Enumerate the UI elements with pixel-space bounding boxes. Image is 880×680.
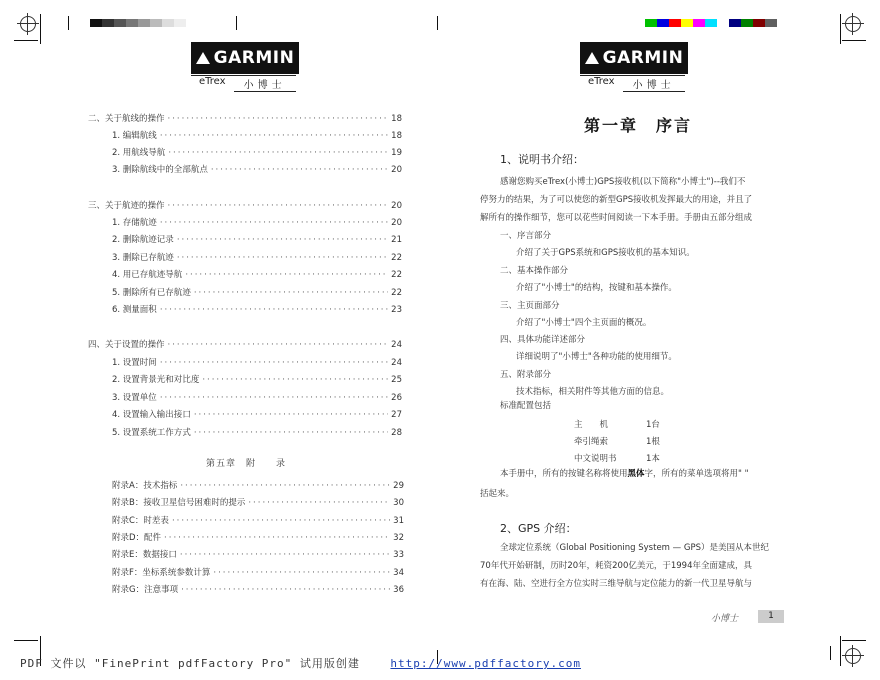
section-title: 2、GPS 介绍： bbox=[500, 522, 577, 535]
toc-label: 5. 设置系统工作方式 bbox=[112, 428, 191, 438]
note-line-2: 括起来。 bbox=[480, 489, 515, 499]
crop-mark bbox=[437, 16, 438, 30]
part-description: 介绍了"小博士"的结构，按键和基本操作。 bbox=[516, 282, 677, 293]
toc-leader bbox=[160, 218, 388, 228]
toc-entry bbox=[112, 426, 402, 438]
appendix-entry bbox=[112, 566, 404, 578]
bar-swatch bbox=[645, 19, 657, 27]
toc-label: 2. 删除航迹记录 bbox=[112, 235, 174, 245]
garmin-logo bbox=[191, 42, 299, 74]
garmin-triangle-icon bbox=[196, 52, 210, 64]
toc-entry bbox=[112, 303, 402, 315]
toc-label: 附录D：配件 bbox=[112, 532, 162, 543]
toc-label: 附录A：技术指标 bbox=[112, 481, 178, 491]
toc-page: 31 bbox=[393, 515, 404, 526]
watermark-link[interactable]: http://www.pdffactory.com bbox=[390, 657, 581, 670]
toc-leader bbox=[160, 305, 388, 315]
note-bold-text: 黑体 bbox=[627, 469, 645, 479]
bar-swatch bbox=[150, 19, 162, 27]
toc-page: 29 bbox=[393, 481, 404, 491]
config-item-name: 中文说明书 bbox=[574, 454, 617, 464]
appendix-chapter-title: 第五章 附 录 bbox=[206, 459, 287, 469]
crop-mark bbox=[840, 14, 841, 44]
bar-swatch bbox=[102, 19, 114, 27]
logo-text: GARMIN bbox=[602, 48, 684, 68]
toc-label: 附录E：数据接口 bbox=[112, 550, 177, 561]
toc-page: 23 bbox=[391, 305, 402, 315]
toc-leader bbox=[194, 410, 388, 420]
toc-label: 1. 编辑航线 bbox=[112, 131, 157, 141]
toc-leader bbox=[202, 375, 388, 385]
registration-mark-top-left bbox=[20, 16, 36, 32]
toc-entry bbox=[112, 129, 402, 141]
section-title: 1、说明书介绍： bbox=[500, 153, 584, 166]
standard-config-label: 标准配置包括 bbox=[500, 401, 552, 411]
bar-swatch bbox=[693, 19, 705, 27]
toc-leader bbox=[172, 516, 390, 526]
toc-entry bbox=[112, 408, 402, 420]
crop-mark bbox=[840, 636, 841, 666]
bar-swatch bbox=[126, 19, 138, 27]
footer-signature: 小博士 bbox=[711, 614, 739, 624]
toc-label: 4. 用已存航迹导航 bbox=[112, 270, 183, 280]
part-heading: 三、主页面部分 bbox=[500, 300, 560, 311]
toc-entry bbox=[112, 356, 402, 368]
toc-page: 20 bbox=[391, 165, 402, 175]
note-text: 本手册中，所有的按键名称将使用 bbox=[500, 469, 628, 479]
toc-page: 25 bbox=[391, 375, 402, 385]
bar-swatch bbox=[138, 19, 150, 27]
watermark-text: PDF 文件以 "FinePrint pdfFactory Pro" 试用版创建 bbox=[20, 657, 360, 670]
crop-mark bbox=[40, 14, 41, 44]
toc-entry bbox=[112, 216, 402, 228]
toc-label: 4. 设置输入输出接口 bbox=[112, 410, 191, 420]
part-heading: 四、具体功能详述部分 bbox=[500, 335, 586, 346]
toc-leader bbox=[168, 114, 389, 124]
toc-label: 5. 删除所有已存航迹 bbox=[112, 288, 191, 298]
toc-entry bbox=[112, 268, 402, 280]
part-heading: 一、序言部分 bbox=[500, 231, 552, 241]
bar-swatch bbox=[657, 19, 669, 27]
toc-label: 附录F：坐标系统参数计算 bbox=[112, 567, 211, 578]
config-item-name: 牵引绳索 bbox=[574, 437, 609, 447]
bar-swatch bbox=[753, 19, 765, 27]
toc-leader bbox=[177, 235, 388, 245]
crop-mark bbox=[830, 646, 831, 660]
logo-subtitle bbox=[580, 75, 685, 92]
toc-entry bbox=[112, 146, 402, 158]
appendix-entry bbox=[112, 548, 404, 560]
part-heading: 二、基本操作部分 bbox=[500, 265, 569, 276]
toc-leader bbox=[180, 481, 390, 491]
product-name: eTrex bbox=[191, 75, 234, 92]
toc-entry bbox=[88, 112, 402, 124]
note-line bbox=[500, 467, 749, 479]
config-item-qty: 1根 bbox=[646, 437, 660, 447]
registration-mark-bottom-right bbox=[845, 648, 861, 664]
toc-entry bbox=[112, 286, 402, 298]
toc-leader bbox=[211, 165, 388, 175]
toc-entry bbox=[112, 373, 402, 385]
toc-page: 22 bbox=[391, 270, 402, 280]
config-item-qty: 1台 bbox=[646, 420, 660, 430]
toc-label: 6. 测量面积 bbox=[112, 305, 157, 315]
toc-entry bbox=[112, 251, 402, 263]
toc-page: 20 bbox=[391, 201, 402, 211]
part-description: 介绍了"小博士"四个主页面的概况。 bbox=[516, 317, 652, 328]
toc-page: 30 bbox=[393, 498, 404, 509]
toc-entry bbox=[112, 163, 402, 175]
product-name-cn: 小博士 bbox=[234, 75, 296, 92]
bar-swatch bbox=[717, 19, 729, 27]
logo-text: GARMIN bbox=[213, 48, 295, 68]
bar-swatch bbox=[741, 19, 753, 27]
part-description: 详细说明了"小博士"各种功能的使用细节。 bbox=[516, 352, 677, 363]
appendix-entry bbox=[112, 514, 404, 526]
toc-label: 附录B：接收卫星信号困难时的提示 bbox=[112, 498, 246, 509]
toc-entry bbox=[88, 199, 402, 211]
bar-swatch bbox=[765, 19, 777, 27]
toc-page: 27 bbox=[391, 410, 402, 420]
garmin-logo bbox=[580, 42, 688, 74]
toc-page: 18 bbox=[391, 131, 402, 141]
bar-swatch bbox=[162, 19, 174, 27]
toc-label: 3. 删除航线中的全部航点 bbox=[112, 165, 208, 175]
chapter-title: 第一章 序言 bbox=[584, 116, 693, 135]
note-text: 字，所有的菜单选项将用" " bbox=[644, 469, 749, 479]
toc-entry bbox=[112, 233, 402, 245]
toc-page: 21 bbox=[391, 235, 402, 245]
toc-page: 20 bbox=[391, 218, 402, 228]
product-name-cn: 小博士 bbox=[623, 75, 685, 92]
toc-label: 三、关于航迹的操作 bbox=[88, 201, 165, 211]
bar-swatch bbox=[729, 19, 741, 27]
toc-label: 3. 删除已存航迹 bbox=[112, 253, 174, 263]
bar-swatch bbox=[174, 19, 186, 27]
toc-page: 19 bbox=[391, 148, 402, 158]
bar-swatch bbox=[114, 19, 126, 27]
toc-leader bbox=[160, 358, 388, 368]
toc-entry bbox=[88, 338, 402, 350]
bar-swatch bbox=[681, 19, 693, 27]
toc-label: 1. 设置时间 bbox=[112, 358, 157, 368]
page-number: 1 bbox=[758, 610, 784, 623]
part-description: 介绍了关于GPS系统和GPS接收机的基本知识。 bbox=[516, 248, 695, 258]
toc-label: 二、关于航线的操作 bbox=[88, 114, 165, 124]
crop-mark bbox=[68, 16, 69, 30]
crop-mark bbox=[236, 16, 237, 30]
toc-leader bbox=[181, 585, 390, 595]
part-heading: 五、附录部分 bbox=[500, 370, 552, 381]
config-item-qty: 1本 bbox=[646, 454, 660, 464]
toc-label: 1. 存储航迹 bbox=[112, 218, 157, 228]
toc-label: 附录G：注意事项 bbox=[112, 584, 179, 595]
garmin-triangle-icon bbox=[585, 52, 599, 64]
crop-mark bbox=[842, 40, 866, 41]
color-calibration-bar bbox=[645, 19, 777, 27]
toc-leader bbox=[248, 498, 390, 508]
toc-leader bbox=[194, 288, 388, 298]
intro-line: 解所有的操作细节，您可以花些时间阅读一下本手册。手册由五部分组成 bbox=[480, 213, 753, 223]
toc-label: 附录C：时差表 bbox=[112, 515, 169, 526]
crop-mark bbox=[14, 640, 38, 641]
grayscale-calibration-bar bbox=[90, 19, 186, 27]
registration-mark-top-right bbox=[845, 16, 861, 32]
toc-label: 3. 设置单位 bbox=[112, 393, 157, 403]
crop-mark bbox=[14, 40, 38, 41]
toc-leader bbox=[160, 393, 388, 403]
toc-leader bbox=[168, 148, 388, 158]
toc-page: 26 bbox=[391, 393, 402, 403]
toc-page: 34 bbox=[393, 567, 404, 578]
toc-page: 22 bbox=[391, 253, 402, 263]
toc-page: 22 bbox=[391, 288, 402, 298]
logo-subtitle bbox=[191, 75, 296, 92]
toc-leader bbox=[185, 270, 388, 280]
crop-mark bbox=[842, 640, 866, 641]
appendix-entry bbox=[112, 583, 404, 595]
toc-page: 36 bbox=[393, 584, 404, 595]
toc-leader bbox=[168, 201, 389, 211]
toc-leader bbox=[180, 550, 390, 560]
pdf-watermark bbox=[20, 655, 581, 671]
toc-page: 28 bbox=[391, 428, 402, 438]
intro-line: 感谢您购买eTrex(小博士)GPS接收机(以下简称"小博士")--我们不 bbox=[500, 177, 746, 187]
toc-page: 18 bbox=[391, 114, 402, 124]
toc-leader bbox=[164, 533, 390, 543]
gps-line: 全球定位系统（Global Positioning System — GPS）是美国从本世纪 bbox=[500, 543, 769, 553]
product-name: eTrex bbox=[580, 75, 623, 92]
bar-swatch bbox=[669, 19, 681, 27]
bar-swatch bbox=[705, 19, 717, 27]
toc-label: 2. 用航线导航 bbox=[112, 148, 166, 158]
toc-leader bbox=[168, 340, 389, 350]
appendix-entry bbox=[112, 479, 404, 491]
toc-leader bbox=[213, 568, 390, 578]
bar-swatch bbox=[90, 19, 102, 27]
appendix-entry bbox=[112, 531, 404, 543]
toc-leader bbox=[177, 253, 388, 263]
gps-line: 有在海、陆、空进行全方位实时三维导航与定位能力的新一代卫星导航与 bbox=[480, 579, 753, 589]
appendix-entry bbox=[112, 496, 404, 508]
config-item-name: 主 机 bbox=[574, 420, 609, 430]
gps-line: 70年代开始研制，历时20年，耗资200亿美元，于1994年全面建成，具 bbox=[480, 561, 752, 571]
toc-entry bbox=[112, 391, 402, 403]
toc-leader bbox=[160, 131, 388, 141]
part-description: 技术指标，相关附件等其他方面的信息。 bbox=[516, 387, 670, 398]
toc-page: 32 bbox=[393, 532, 404, 543]
toc-leader bbox=[194, 428, 388, 438]
intro-line: 停努力的结果，为了可以使您的新型GPS接收机发挥最大的用途，并且了 bbox=[480, 195, 753, 205]
toc-page: 24 bbox=[391, 340, 402, 350]
toc-label: 四、关于设置的操作 bbox=[88, 340, 165, 350]
toc-page: 33 bbox=[393, 550, 404, 561]
toc-label: 2. 设置背景光和对比度 bbox=[112, 375, 200, 385]
toc-page: 24 bbox=[391, 358, 402, 368]
